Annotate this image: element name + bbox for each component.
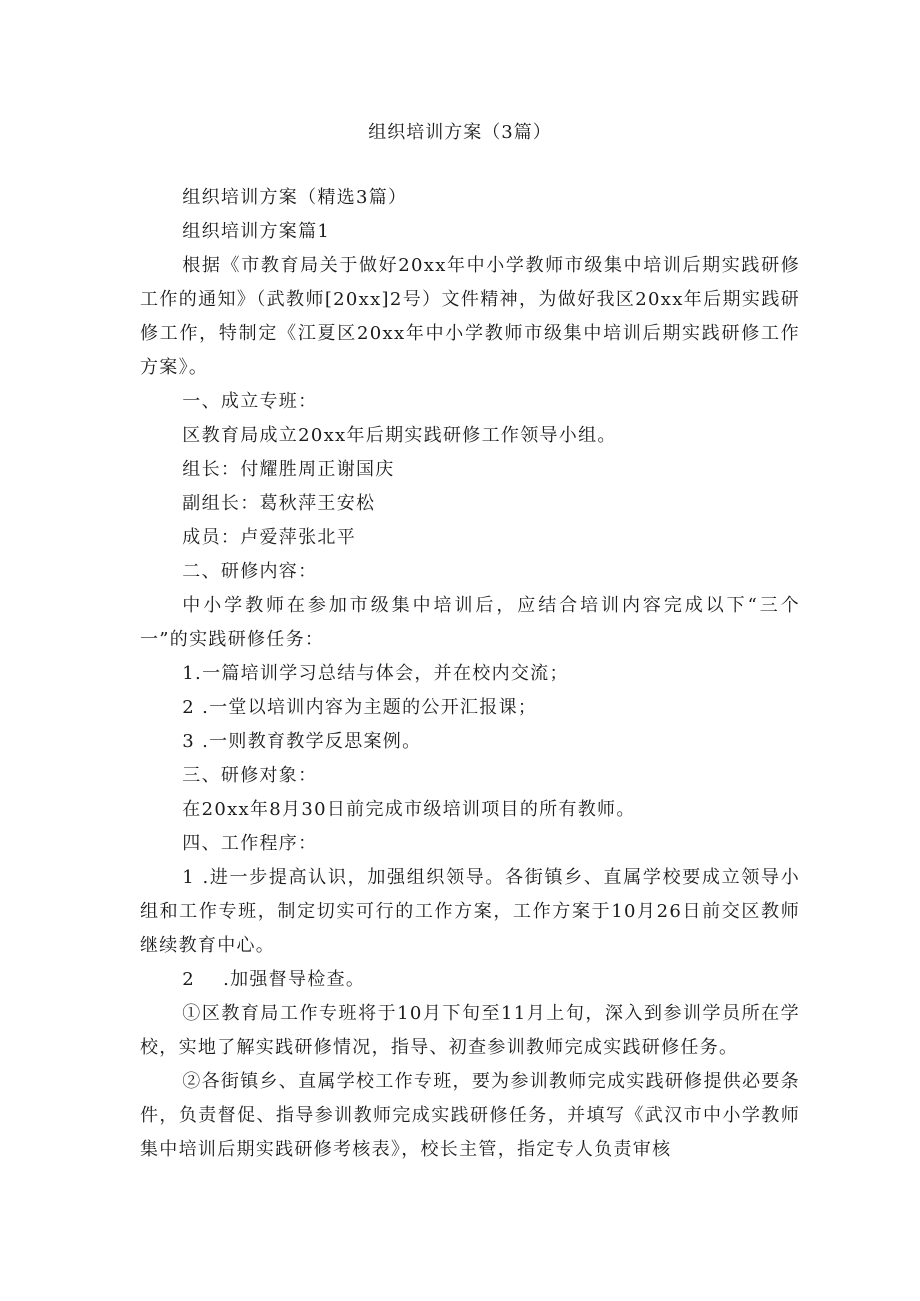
paragraph: ②各街镇乡、直属学校工作专班，要为参训教师完成实践研修提供必要条件，负责督促、指导参训教师完成实践研修任务，并填写《武汉市中小学教师集中培训后期实践研修考核表》，校长主管，指定专人负责审核: [140, 1071, 800, 1160]
section-heading: 二、研修内容：: [182, 561, 318, 582]
list-item-text: .加强督导检查。: [223, 969, 366, 990]
paragraph: 组织培训方案（精选3篇）: [182, 187, 408, 208]
paragraph: ①区教育局工作专班将于10月下旬至11月上旬，深入到参训学员所在学校，实地了解实践研修情况，指导、初查参训教师完成实践研修任务。: [140, 1003, 800, 1058]
paragraph: 组长：付耀胜周正谢国庆: [182, 459, 395, 480]
paragraph: 中小学教师在参加市级集中培训后，应结合培训内容完成以下“三个一”的实践研修任务：: [140, 595, 800, 650]
list-item: 1 .进一步提高认识，加强组织领导。各街镇乡、直属学校要成立领导小组和工作专班，制定切实可行的工作方案，工作方案于10月26日前交区教师继续教育中心。: [140, 867, 800, 956]
list-item: [140, 963, 800, 997]
section-heading: 四、工作程序：: [182, 833, 318, 854]
section-heading: 一、成立专班：: [182, 391, 318, 412]
paragraph: 组织培训方案篇1: [182, 221, 331, 242]
list-item-number: 2: [182, 969, 196, 990]
paragraph: 成员：卢爱萍张北平: [182, 527, 356, 548]
paragraph: 区教育局成立20xx年后期实践研修工作领导小组。: [182, 425, 617, 446]
list-item: 1.一篇培训学习总结与体会，并在校内交流；: [182, 663, 569, 684]
section-heading: 三、研修对象：: [182, 765, 318, 786]
list-item: 2 .一堂以培训内容为主题的公开汇报课；: [182, 697, 538, 718]
list-item: 3 .一则教育教学反思案例。: [182, 731, 422, 752]
paragraph: 副组长：葛秋萍王安松: [182, 493, 376, 514]
document-body: [140, 181, 800, 1167]
paragraph: 在20xx年8月30日前完成市级培训项目的所有教师。: [182, 799, 636, 820]
document-title: 组织培训方案（3篇）: [368, 122, 552, 143]
paragraph: 根据《市教育局关于做好20xx年中小学教师市级集中培训后期实践研修工作的通知》（武教师[20xx]2号）文件精神，为做好我区20xx年后期实践研修工作，特制定《江夏区20xx年中小学教师市级集中培训后期实践研修工作方案》。: [140, 255, 800, 378]
